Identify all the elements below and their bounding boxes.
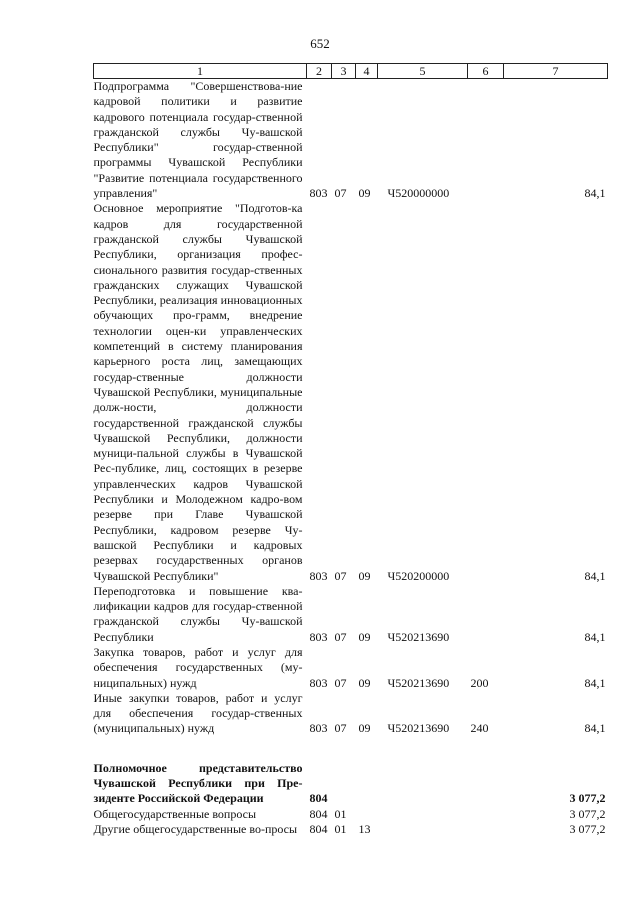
table-row [94, 822, 608, 837]
row-ministry: 804 [309, 806, 328, 821]
header-col-3: 3 [332, 64, 356, 79]
table-row [94, 201, 608, 583]
row-amount: 3 077,2 [569, 821, 606, 836]
row-subsection [356, 807, 378, 822]
row-target: Ч520213690 [387, 721, 450, 736]
header-col-7: 7 [504, 64, 608, 79]
row-name: Основное мероприятие "Подготов-ка кадров для государственной гражданской службы Чувашской Республики, организация профес-сионального развития государ-ственных гражданских служащих Чувашской Республики, реализация инновационных обучающих про-грамм, внедрение технологии оцен-ки управленческих компетенций в систему планирования карьерного роста лиц, замещающих государ-ственные должности Чувашской Республики, муниципальные долж-ности, должности государственной гражданской службы Чувашской Республики, должности муници-пальной службы в Чувашской Рес-публике, лиц, состоящих в резерве управленческих кадров Чувашской Республики и Молодежном кадро-вом резерве при Главе Чувашской Республики, кадровом резерве Чу-вашской Республики и кадровых резервах государственных органов Чувашской Республики" [93, 201, 303, 583]
row-section: 07 [334, 721, 347, 736]
row-expense-type [468, 807, 504, 822]
row-section: 07 [334, 186, 347, 201]
row-name: Другие общегосударственные во-просы [93, 821, 298, 836]
row-subsection [356, 761, 378, 807]
row-name: Подпрограмма "Совершенствова-ние кадровой политики и развитие кадрового потенциала государ-ственной гражданской службы Чу-вашской Республики" государ-ственной программы Чувашской Республики "Развитие потенциала государственного управления" [93, 79, 303, 201]
row-ministry: 803 [309, 721, 328, 736]
row-section: 07 [334, 568, 347, 583]
header-col-6: 6 [468, 64, 504, 79]
row-amount: 3 077,2 [569, 806, 606, 821]
row-subsection: 09 [358, 721, 371, 736]
row-ministry: 804 [309, 791, 328, 806]
row-amount: 84,1 [584, 721, 606, 736]
row-expense-type [468, 584, 504, 645]
row-target: Ч520213690 [387, 675, 450, 690]
table-row [94, 645, 608, 691]
row-target: Ч520213690 [387, 629, 450, 644]
row-expense-type [468, 79, 504, 202]
row-section: 07 [334, 675, 347, 690]
row-amount: 84,1 [584, 675, 606, 690]
header-col-4: 4 [356, 64, 378, 79]
row-amount: 84,1 [584, 186, 606, 201]
header-row [94, 64, 608, 79]
row-amount: 3 077,2 [569, 791, 606, 806]
row-target: Ч520200000 [387, 568, 450, 583]
row-ministry: 803 [309, 186, 328, 201]
row-subsection: 09 [358, 568, 371, 583]
table-header [94, 64, 608, 79]
row-subsection: 13 [358, 821, 371, 836]
row-subsection: 09 [358, 186, 371, 201]
row-name: Иные закупки товаров, работ и услуг для обеспечения государ-ственных (муниципальных) нужд [93, 690, 303, 736]
header-col-5: 5 [378, 64, 468, 79]
table-row [94, 79, 608, 202]
row-subsection: 09 [358, 629, 371, 644]
row-name: Полномочное представительство Чувашской Республики при Пре-зиденте Российской Федерации [93, 760, 303, 806]
budget-table [93, 63, 608, 837]
row-section: 01 [334, 806, 347, 821]
row-ministry: 803 [309, 568, 328, 583]
row-section [332, 761, 356, 807]
row-name: Переподготовка и повышение ква-лификации кадров для государ-ственной гражданской службы Чу-вашской Республики [93, 583, 303, 644]
row-section: 01 [334, 821, 347, 836]
row-expense-type: 240 [470, 721, 489, 736]
row-target [378, 807, 468, 822]
table-row [94, 807, 608, 822]
row-section: 07 [334, 629, 347, 644]
row-expense-type [468, 822, 504, 837]
row-ministry: 803 [309, 675, 328, 690]
row-amount: 84,1 [584, 629, 606, 644]
row-target [378, 822, 468, 837]
row-ministry: 804 [309, 821, 328, 836]
row-target: Ч520000000 [387, 186, 450, 201]
row-amount: 84,1 [584, 568, 606, 583]
row-expense-type: 200 [470, 675, 489, 690]
page-number: 652 [310, 36, 330, 51]
row-subsection: 09 [358, 675, 371, 690]
table-row [94, 691, 608, 737]
row-expense-type [468, 201, 504, 583]
row-target [378, 761, 468, 807]
row-ministry: 803 [309, 629, 328, 644]
table-row [94, 584, 608, 645]
header-col-2: 2 [307, 64, 332, 79]
row-name: Общегосударственные вопросы [93, 806, 257, 821]
header-col-1: 1 [94, 64, 307, 79]
row-name: Закупка товаров, работ и услуг для обеспечения государственных (му-ниципальных) нужд [93, 644, 303, 690]
row-expense-type [468, 761, 504, 807]
table-row [94, 761, 608, 807]
row-spacer [94, 737, 608, 761]
